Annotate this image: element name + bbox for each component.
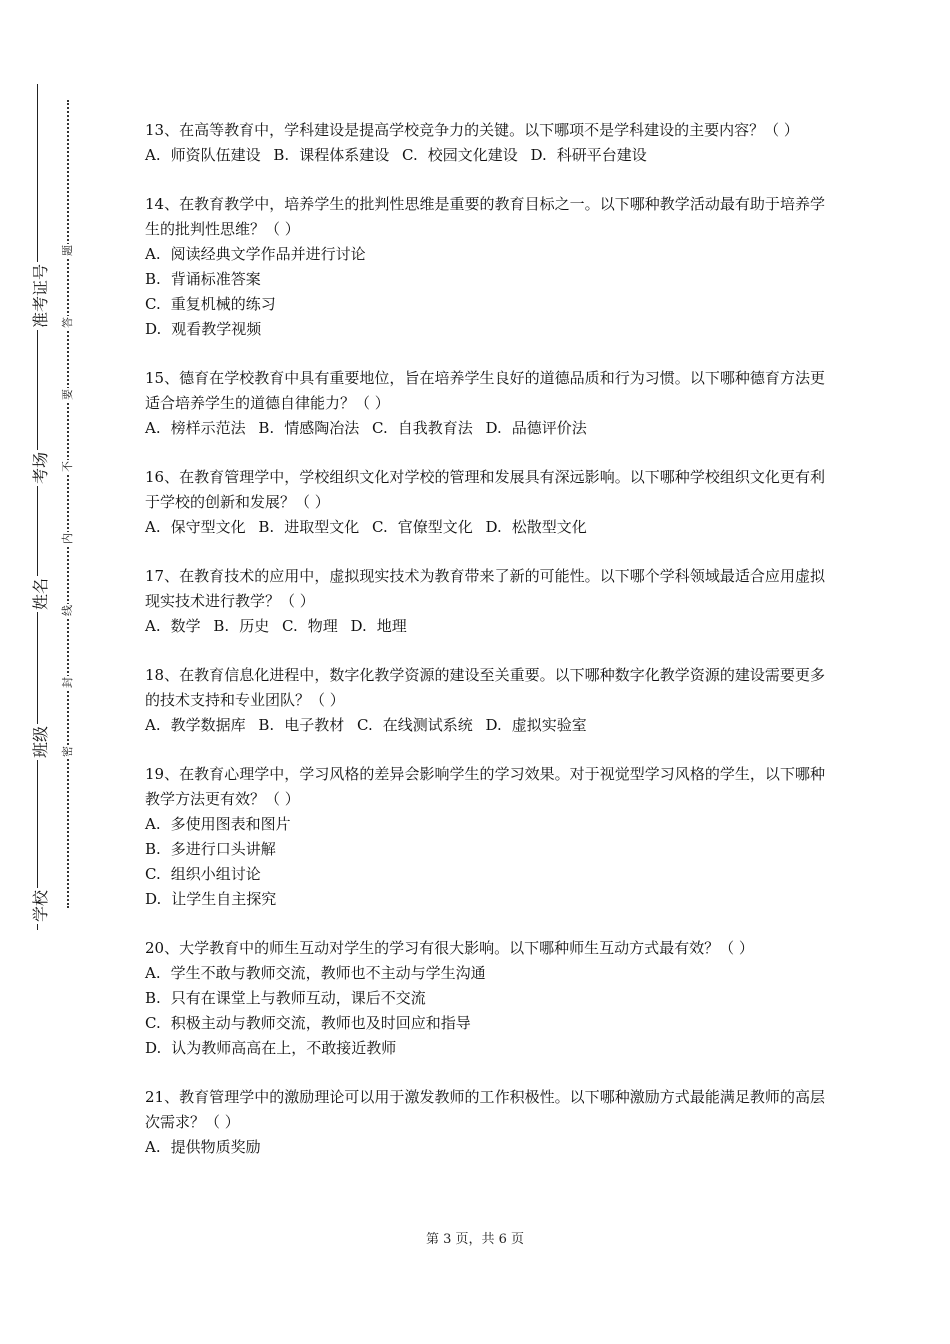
option-c: C. 在线测试系统 (357, 716, 473, 734)
option-d: D. 品德评价法 (485, 419, 587, 437)
field-label-class: 班级 (31, 725, 50, 758)
option-b: B. 只有在课堂上与教师互动，课后不交流 (145, 989, 426, 1007)
option-a: A. 学生不敢与教师交流，教师也不主动与学生沟通 (145, 964, 486, 982)
question-21 (145, 1085, 825, 1160)
seal-char-bu: 不 (61, 461, 74, 472)
question-stem: 21、教育管理学中的激励理论可以用于激发教师的工作积极性。以下哪种激励方式最能满足教师的高层次需求？（ ） (145, 1088, 825, 1131)
question-16 (145, 465, 825, 540)
option-b: B. 进取型文化 (258, 518, 360, 536)
question-stem: 19、在教育心理学中，学习风格的差异会影响学生的学习效果。对于视觉型学习风格的学生，以下哪种教学方法更有效？（ ） (145, 765, 825, 808)
option-b: B. 历史 (213, 617, 270, 635)
seal-char-xian: 线 (61, 605, 74, 616)
option-a: A. 多使用图表和图片 (145, 815, 291, 833)
option-a: A. 数学 (145, 617, 201, 635)
seal-char-yao: 要 (61, 389, 74, 400)
option-b: B. 背诵标准答案 (145, 270, 261, 288)
question-stem: 20、大学教育中的师生互动对学生的学习有很大影响。以下哪种师生互动方式最有效？（ ） (145, 939, 754, 957)
binding-dotted-line (67, 100, 69, 908)
seal-char-feng: 封 (61, 677, 74, 688)
question-list (145, 118, 825, 1184)
option-d: D. 地理 (350, 617, 407, 635)
question-stem: 13、在高等教育中，学科建设是提高学校竞争力的关键。以下哪项不是学科建设的主要内容？（ ） (145, 121, 799, 139)
option-c: C. 自我教育法 (372, 419, 473, 437)
field-label-school: 学校 (31, 889, 50, 922)
option-a: A. 提供物质奖励 (145, 1138, 261, 1156)
option-b: B. 情感陶冶法 (258, 419, 360, 437)
option-d: D. 认为教师高高在上，不敢接近教师 (145, 1039, 397, 1057)
seal-char-da: 答 (61, 317, 74, 328)
question-stem: 14、在教育教学中，培养学生的批判性思维是重要的教育目标之一。以下哪种教学活动最有助于培养学生的批判性思维？（ ） (145, 195, 825, 238)
option-d: D. 让学生自主探究 (145, 890, 277, 908)
option-a: A. 教学数据库 (145, 716, 246, 734)
option-c: C. 物理 (282, 617, 338, 635)
question-stem: 15、德育在学校教育中具有重要地位，旨在培养学生良好的道德品质和行为习惯。以下哪种德育方法更适合培养学生的道德自律能力？（ ） (145, 369, 825, 412)
option-c: C. 官僚型文化 (372, 518, 473, 536)
field-label-room: 考场 (31, 451, 50, 484)
option-a: A. 师资队伍建设 (145, 146, 261, 164)
question-stem: 17、在教育技术的应用中，虚拟现实技术为教育带来了新的可能性。以下哪个学科领域最适合应用虚拟现实技术进行教学？（ ） (145, 567, 825, 610)
question-15 (145, 366, 825, 441)
option-d: D. 科研平台建设 (530, 146, 647, 164)
option-c: C. 组织小组讨论 (145, 865, 261, 883)
binding-solid-line (37, 84, 38, 930)
option-c: C. 校园文化建设 (402, 146, 518, 164)
field-label-name: 姓名 (31, 577, 50, 610)
question-stem: 16、在教育管理学中，学校组织文化对学校的管理和发展具有深远影响。以下哪种学校组织文化更有利于学校的创新和发展？（ ） (145, 468, 825, 511)
binding-margin (0, 0, 110, 1344)
option-row (145, 416, 825, 441)
option-a: A. 榜样示范法 (145, 419, 246, 437)
option-b: B. 课程体系建设 (273, 146, 390, 164)
option-a: A. 保守型文化 (145, 518, 246, 536)
seal-char-nei: 内 (61, 533, 74, 544)
field-label-ticket: 准考证号 (31, 263, 50, 328)
seal-char-mi: 密 (61, 746, 74, 757)
page-number: 第 3 页，共 6 页 (425, 1232, 525, 1247)
question-18 (145, 663, 825, 738)
option-d: D. 观看教学视频 (145, 320, 262, 338)
option-d: D. 松散型文化 (485, 518, 587, 536)
question-17 (145, 564, 825, 639)
option-row (145, 143, 825, 168)
seal-char-ti: 题 (61, 245, 74, 256)
question-19 (145, 762, 825, 912)
option-a: A. 阅读经典文学作品并进行讨论 (145, 245, 366, 263)
option-row (145, 713, 825, 738)
question-20 (145, 936, 825, 1061)
option-c: C. 重复机械的练习 (145, 295, 276, 313)
question-13 (145, 118, 825, 168)
option-d: D. 虚拟实验室 (485, 716, 587, 734)
option-row (145, 515, 825, 540)
option-b: B. 多进行口头讲解 (145, 840, 276, 858)
option-c: C. 积极主动与教师交流，教师也及时回应和指导 (145, 1014, 471, 1032)
option-row (145, 614, 825, 639)
question-14 (145, 192, 825, 342)
option-b: B. 电子教材 (258, 716, 345, 734)
question-stem: 18、在教育信息化进程中，数字化教学资源的建设至关重要。以下哪种数字化教学资源的建设需要更多的技术支持和专业团队？（ ） (145, 666, 825, 709)
